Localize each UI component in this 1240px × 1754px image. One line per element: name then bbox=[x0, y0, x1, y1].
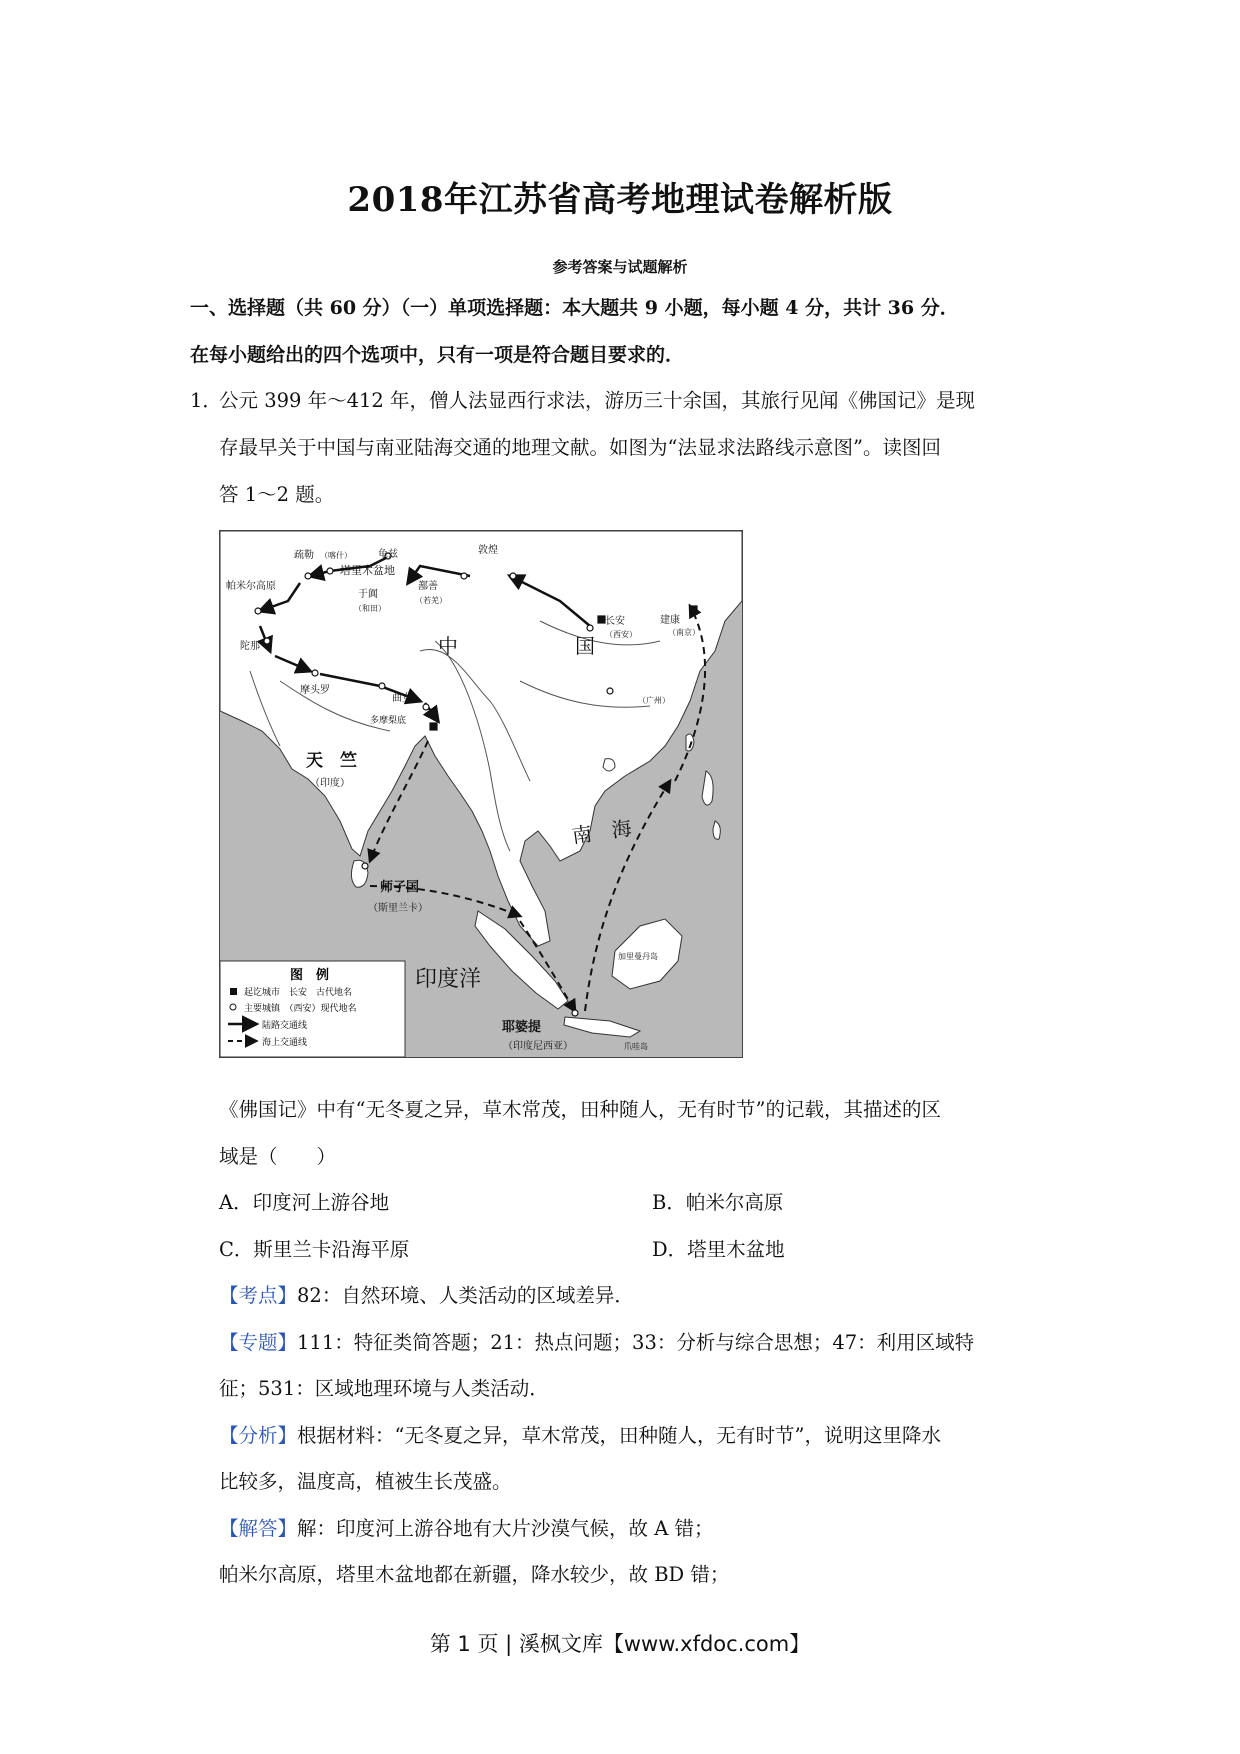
map-label-indian-ocean: 印度洋 bbox=[415, 967, 482, 992]
map-label-shiziguo: 师子国 bbox=[380, 880, 420, 895]
kaodian-text: 82：自然环境、人类活动的区域差异． bbox=[297, 1284, 634, 1307]
legend-city-icon bbox=[230, 988, 237, 995]
map-label-ruoqiang: （若羌） bbox=[415, 596, 447, 605]
map-legend bbox=[220, 961, 405, 1057]
legend-line2: 主要城镇 （西安）现代地名 bbox=[244, 1004, 357, 1014]
map-label-qutuo: 曲女 bbox=[392, 693, 412, 704]
jieda-row bbox=[219, 1513, 714, 1541]
page-subtitle: 参考答案与试题解析 bbox=[552, 258, 688, 276]
fenxi-text-1: 根据材料：“无冬夏之异，草木常茂，田种随人，无有时节”，说明这里降水 bbox=[297, 1424, 941, 1447]
zhuanti-row bbox=[219, 1327, 974, 1355]
map-label-yindu: （印度） bbox=[310, 778, 350, 789]
fenxi-row bbox=[219, 1420, 941, 1448]
map-label-changan: 长安 bbox=[605, 616, 625, 627]
legend-town-icon bbox=[230, 1004, 236, 1010]
zhuanti-text-2: 征；531：区域地理环境与人类活动． bbox=[219, 1377, 549, 1400]
kaodian-row bbox=[219, 1280, 634, 1308]
map-label-tianzhu: 天 竺 bbox=[306, 751, 357, 771]
option-a: A．印度河上游谷地 bbox=[219, 1191, 390, 1214]
map-label-nanjing: （南京） bbox=[668, 628, 700, 637]
jieda-text-1: 解：印度河上游谷地有大片沙漠气候，故 A 错； bbox=[297, 1517, 714, 1540]
map-svg bbox=[220, 531, 742, 1057]
map-label-dunhuang: 敦煌 bbox=[478, 545, 498, 556]
map-label-nanhai: 南 海 bbox=[570, 815, 634, 848]
page-footer: 第 1 页 | 溪枫文库【www.xfdoc.com】 bbox=[429, 1632, 811, 1656]
map-label-guo: 国 bbox=[575, 634, 595, 658]
map-label-shule: 疏勒 bbox=[294, 550, 314, 561]
page-title: 2018年江苏省高考地理试卷解析版 bbox=[347, 180, 893, 220]
map-label-shanshan: 鄯善 bbox=[418, 581, 438, 592]
zhuanti-text-1: 111：特征类简答题；21：热点问题；33：分析与综合思想；47：利用区域特 bbox=[297, 1331, 975, 1354]
map-label-java: 爪哇岛 bbox=[624, 1042, 648, 1051]
map-label-guangzhou: （广州） bbox=[638, 696, 670, 705]
question-number: 1． bbox=[190, 389, 222, 412]
map-label-yutian: 于阗 bbox=[358, 589, 378, 600]
faxian-route-map bbox=[219, 530, 743, 1058]
map-label-tuona: 陀那 bbox=[240, 641, 260, 652]
question-text-line2: 存最早关于中国与南亚陆海交通的地理文献。如图为“法显求法路线示意图”。读图回 bbox=[219, 436, 941, 459]
legend-line4: 海上交通线 bbox=[262, 1038, 308, 1048]
jieda-text-2: 帕米尔高原，塔里木盆地都在新疆，降水较少，故 BD 错； bbox=[219, 1563, 730, 1586]
section-heading-line2: 在每小题给出的四个选项中，只有一项是符合题目要求的． bbox=[190, 344, 685, 366]
fenxi-text-2: 比较多，温度高，植被生长茂盛。 bbox=[219, 1470, 512, 1493]
map-label-indonesia: （印度尼西亚） bbox=[503, 1041, 573, 1052]
section-heading-line1: 一、选择题（共 60 分）（一）单项选择题：本大题共 9 小题，每小题 4 分，共计 36 分． bbox=[190, 297, 959, 319]
question-text-line1: 公元 399 年～412 年，僧人法显西行求法，游历三十余国，其旅行见闻《佛国记》是现 bbox=[219, 389, 976, 412]
fenxi-tag: 【分析】 bbox=[219, 1424, 298, 1447]
kaodian-tag: 【考点】 bbox=[219, 1284, 298, 1307]
jieda-tag: 【解答】 bbox=[219, 1517, 298, 1540]
map-label-mathura: 摩头罗 bbox=[300, 685, 330, 696]
legend-line1: 起讫城市 长安 古代地名 bbox=[244, 988, 353, 998]
map-label-zhong: 中 bbox=[438, 634, 458, 658]
zhuanti-tag: 【专题】 bbox=[219, 1331, 298, 1354]
option-b: B．帕米尔高原 bbox=[652, 1191, 784, 1214]
map-label-jiankang: 建康 bbox=[660, 615, 680, 626]
map-label-kashi: （喀什） bbox=[320, 551, 352, 560]
question-text-line3: 答 1～2 题。 bbox=[219, 483, 335, 506]
map-label-xian: （西安） bbox=[605, 630, 637, 639]
option-c: C．斯里兰卡沿海平原 bbox=[219, 1238, 410, 1261]
map-label-guici: 龟兹 bbox=[378, 549, 398, 560]
map-label-tamralipti: 多摩梨底 bbox=[370, 716, 407, 726]
question-stem-line1: 《佛国记》中有“无冬夏之异，草木常茂，田种随人，无有时节”的记载，其描述的区 bbox=[219, 1098, 941, 1121]
map-label-kalimantan: 加里曼丹岛 bbox=[618, 952, 658, 961]
question-stem-line2: 域是（ ） bbox=[219, 1145, 337, 1168]
map-label-tarim: 塔里木盆地 bbox=[340, 564, 395, 577]
map-label-yepoti: 耶婆提 bbox=[502, 1020, 542, 1035]
map-label-srilanka: （斯里兰卡） bbox=[368, 903, 428, 914]
option-d: D．塔里木盆地 bbox=[652, 1238, 785, 1261]
hainan bbox=[603, 759, 615, 771]
map-label-hetian: （和田） bbox=[354, 604, 386, 613]
map-label-pamir: 帕米尔高原 bbox=[226, 581, 276, 592]
legend-line3: 陆路交通线 bbox=[262, 1021, 308, 1031]
legend-title: 图 例 bbox=[290, 968, 330, 983]
